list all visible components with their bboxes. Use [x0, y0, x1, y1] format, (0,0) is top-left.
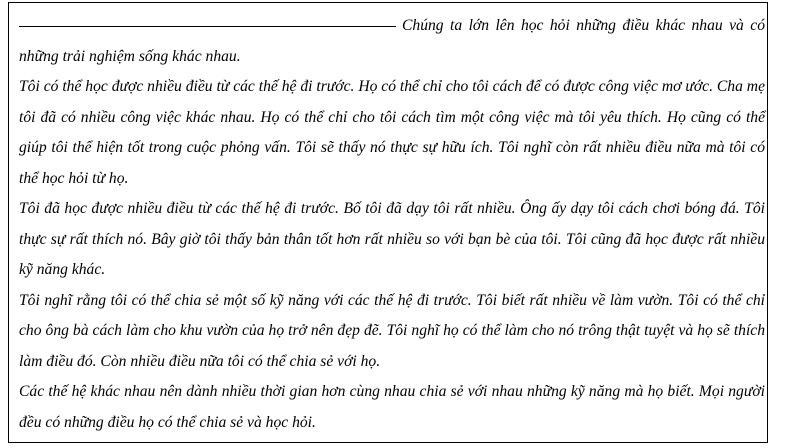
intro-text: Chúng ta lớn lên học hỏi những điều khác nhau và có những trải nghiệm sống khác nhau. [19, 17, 765, 65]
paragraph-2: Tôi đã học được nhiều điều từ các thế hệ đi trước. Bố tôi đã dạy tôi rất nhiều. Ông ấy dạy tôi cách chơi bóng đá. Tôi thực sự rất thích nó. Bây giờ tôi thấy bản thân tốt hơn rất nhiều so với bạn bè của tôi. Tôi cũng đã học được rất nhiều kỹ năng khác. [19, 200, 765, 278]
paragraph-3: Tôi nghĩ rằng tôi có thể chia sẻ một số kỹ năng với các thế hệ đi trước. Tôi biết rất nhiều về làm vườn. Tôi có thể chỉ cho ông bà cách làm cho khu vườn của họ trở nên đẹp đẽ. Tôi nghĩ họ có thể làm cho nó trông thật tuyệt và họ sẽ thích làm điều đó. Còn nhiều điều nữa tôi có thể chia sẻ với họ. [19, 291, 765, 370]
document-text [19, 11, 765, 438]
paragraph-4: Các thế hệ khác nhau nên dành nhiều thời gian hơn cùng nhau chia sẻ với nhau những kỹ năng mà họ biết. Mọi người đều có những điều họ có thể chia sẻ và học hỏi. [19, 383, 765, 431]
fill-in-blank-line [19, 25, 396, 27]
paragraph-1: Tôi có thể học được nhiều điều từ các thế hệ đi trước. Họ có thể chỉ cho tôi cách để có được công việc mơ ước. Cha mẹ tôi đã có nhiều công việc khác nhau. Họ có thể chỉ cho tôi cách tìm một công việc mà tôi yêu thích. Họ cũng có thể giúp tôi thể hiện tốt trong cuộc phỏng vấn. Tôi sẽ thấy nó thực sự hữu ích. Tôi nghĩ còn rất nhiều điều nữa mà tôi có thể học hỏi từ họ. [19, 78, 765, 187]
document-frame [8, 2, 768, 443]
intro-paragraph [19, 11, 765, 72]
